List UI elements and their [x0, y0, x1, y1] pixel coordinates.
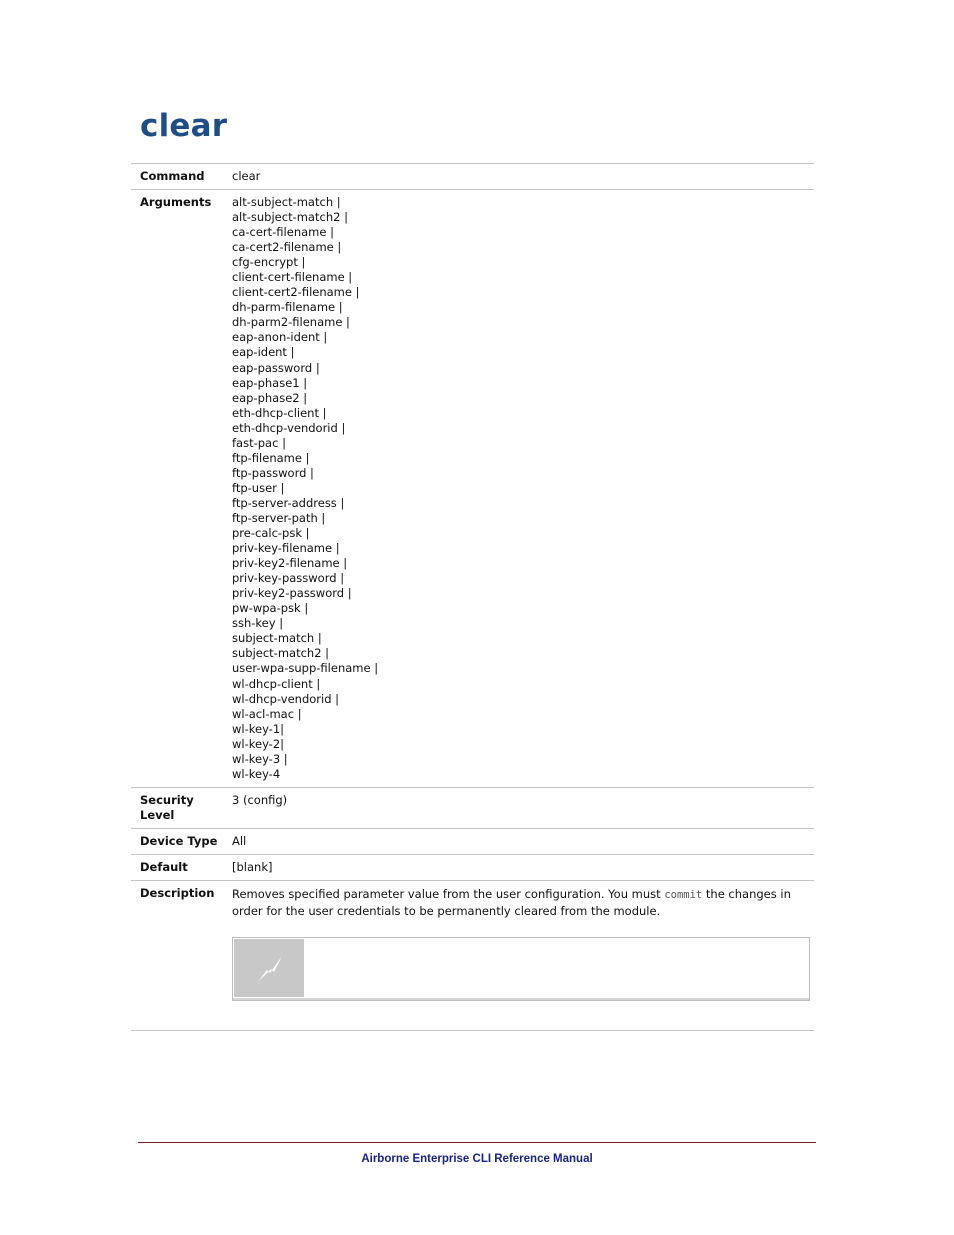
- argument-item: alt-subject-match2 |: [232, 210, 348, 225]
- arguments-row: [131, 190, 814, 788]
- argument-item: wl-key-1|: [232, 721, 285, 736]
- security-level-row: [131, 787, 814, 828]
- command-spec-table: [131, 163, 814, 1031]
- default-value: [blank]: [232, 854, 814, 880]
- argument-item: eap-ident |: [232, 345, 295, 360]
- security-level-value: 3 (config): [232, 787, 814, 828]
- argument-item: eap-phase2 |: [232, 390, 308, 405]
- argument-item: eth-dhcp-vendorid |: [232, 420, 346, 435]
- argument-item: cfg-encrypt |: [232, 255, 306, 270]
- argument-item: priv-key-filename |: [232, 541, 340, 556]
- security-level-label: [131, 787, 232, 828]
- default-label: Default: [131, 854, 232, 880]
- default-row: [131, 854, 814, 880]
- command-value: clear: [232, 164, 814, 190]
- argument-item: wl-key-2|: [232, 736, 285, 751]
- argument-item: alt-subject-match |: [232, 195, 341, 209]
- argument-item: wl-key-4: [232, 766, 281, 781]
- device-type-label: Device Type: [131, 828, 232, 854]
- argument-item: dh-parm2-filename |: [232, 315, 350, 330]
- argument-item: subject-match2 |: [232, 646, 330, 661]
- argument-item: client-cert-filename |: [232, 270, 353, 285]
- security-level-label-line1: Security: [140, 792, 194, 807]
- argument-item: client-cert2-filename |: [232, 285, 360, 300]
- argument-item: wl-acl-mac |: [232, 706, 302, 721]
- description-value: [232, 880, 814, 1030]
- description-row: [131, 880, 814, 1030]
- argument-item: eth-dhcp-client |: [232, 405, 327, 420]
- argument-item: ftp-server-address |: [232, 495, 345, 510]
- argument-item: pre-calc-psk |: [232, 526, 310, 541]
- argument-item: eap-phase1 |: [232, 375, 308, 390]
- argument-item: pw-wpa-psk |: [232, 601, 309, 616]
- argument-item: ftp-server-path |: [232, 510, 326, 525]
- description-label: Description: [131, 880, 232, 1030]
- argument-item: user-wpa-supp-filename |: [232, 661, 379, 676]
- arguments-label: Arguments: [131, 190, 232, 788]
- argument-item: ftp-filename |: [232, 450, 310, 465]
- argument-item: eap-anon-ident |: [232, 330, 328, 345]
- description-text-before: Removes specified parameter value from the user configuration. You must: [232, 886, 665, 901]
- warning-bolt-icon: [254, 953, 286, 985]
- argument-item: wl-dhcp-vendorid |: [232, 691, 340, 706]
- argument-item: dh-parm-filename |: [232, 300, 343, 315]
- note-icon-cell: [234, 939, 304, 997]
- page-title: clear: [140, 108, 228, 144]
- security-level-label-line2: Level: [140, 807, 175, 822]
- footer-rule: [138, 1142, 816, 1143]
- commit-code: commit: [664, 888, 703, 901]
- description-text-after: the changes in order for the user credentials to be permanently cleared from the module.: [232, 886, 791, 918]
- description-text: [232, 886, 802, 919]
- argument-item: eap-password |: [232, 360, 320, 375]
- argument-item: ftp-password |: [232, 465, 314, 480]
- arguments-value: [232, 190, 814, 788]
- device-type-value: All: [232, 828, 814, 854]
- argument-item: ca-cert-filename |: [232, 225, 334, 240]
- argument-item: wl-dhcp-client |: [232, 676, 321, 691]
- argument-item: priv-key2-password |: [232, 586, 352, 601]
- footer-manual-title: Airborne Enterprise CLI Reference Manual: [361, 1153, 593, 1165]
- argument-item: ssh-key |: [232, 616, 284, 631]
- argument-item: priv-key-password |: [232, 571, 345, 586]
- device-type-row: [131, 828, 814, 854]
- command-label: Command: [131, 164, 232, 190]
- arguments-list: [232, 195, 814, 782]
- argument-item: wl-key-3 |: [232, 751, 288, 766]
- argument-item: ca-cert2-filename |: [232, 240, 342, 255]
- argument-item: ftp-user |: [232, 480, 285, 495]
- note-box: [232, 937, 810, 1001]
- argument-item: priv-key2-filename |: [232, 556, 348, 571]
- argument-item: subject-match |: [232, 631, 322, 646]
- command-row: [131, 164, 814, 190]
- argument-item: fast-pac |: [232, 435, 286, 450]
